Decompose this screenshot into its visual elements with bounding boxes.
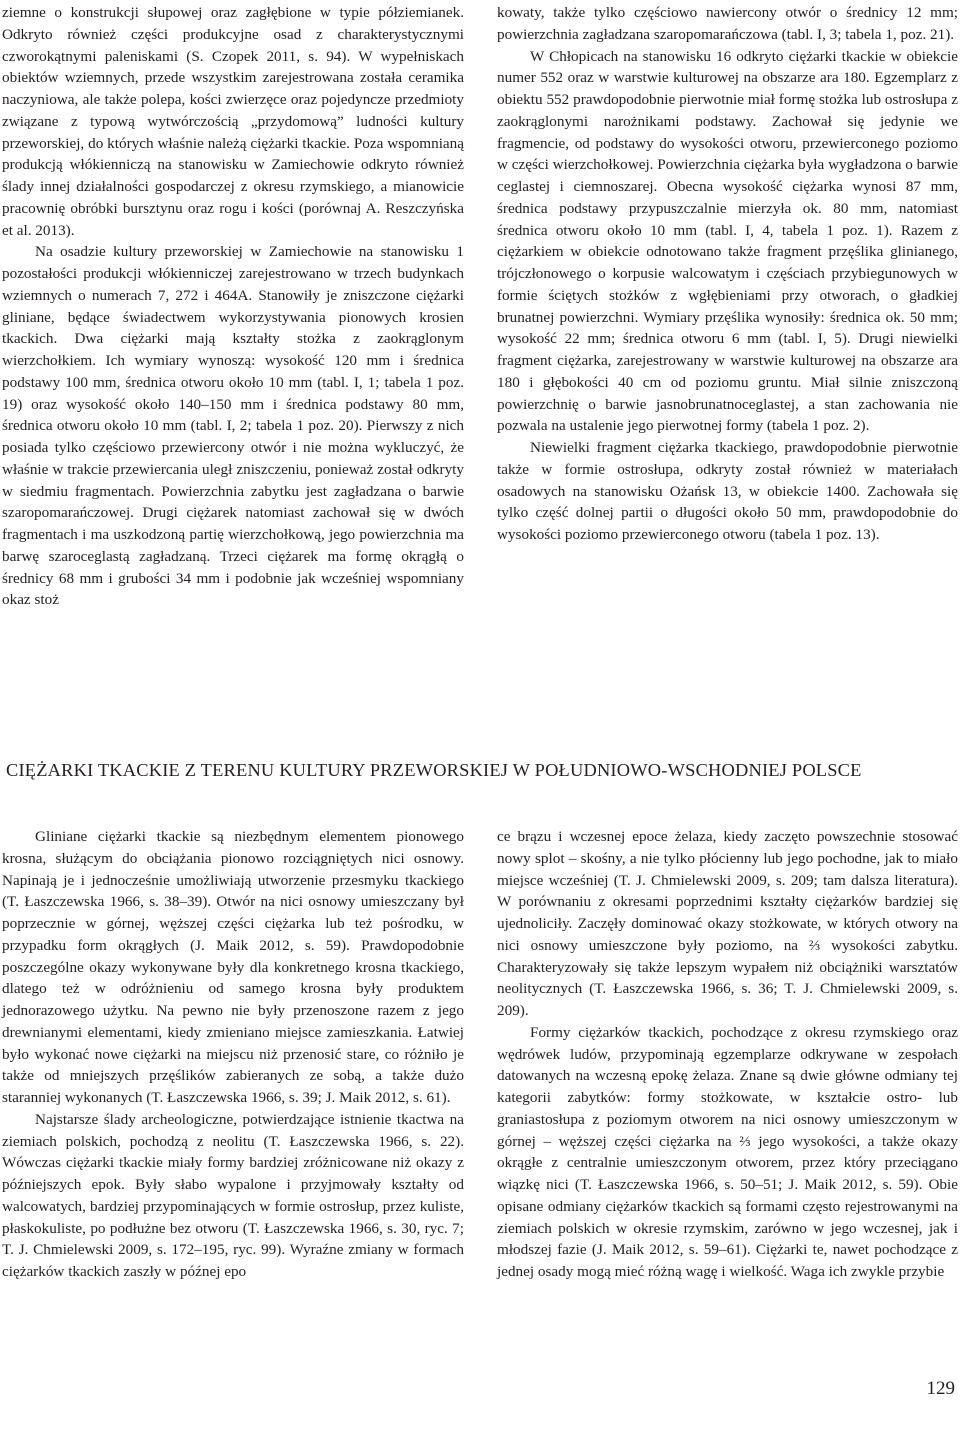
text-column-bottom-right <box>497 826 958 1283</box>
paragraph: ziemne o konstrukcji słupowej oraz zagłębione w typie półziemianek. Odkryto również części produkcyjne osad z charakterystycznymi czworokątnymi paleniskami (S. Czopek 2011, s. 94). W wypełniskach obiektów wziemnych, przede wszystkim zarejestrowana została ceramika naczyniowa, ale także polepa, kości zwierzęce oraz pojedyncze przedmioty związane z typową wytwórczością „przydomową” ludności kultury przeworskiej, do których właśnie należą ciężarki tkackie. Poza wspomnianą produkcją włókienniczą na stanowisku w Zamiechowie odkryto również ślady innej działalności gospodarczej z okresu rzymskiego, a mianowicie pracownię obróbki bursztynu oraz rogu i kości (porównaj A. Reszczyńska et al. 2013). <box>2 4 464 239</box>
paragraph: ce brązu i wczesnej epoce żelaza, kiedy zaczęto powszechnie stosować nowy splot – skośny, a nie tylko płócienny lub jego pochodne, jak to miało miejsce wcześniej (T. J. Chmielewski 2009, s. 209; tam dalsza literatura). W porównaniu z okresami poprzednimi kształty ciężarków bardziej się ujednoliciły. Zaczęły dominować okazy stożkowate, w których otwory na nici osnowy umieszczone były poziomo, na ⅔ wysokości zabytku. Charakteryzowały się także lepszym wypałem niż obciążniki warsztatów neolitycznych (T. Łaszczewska 1966, s. 36; T. J. Chmielewski 2009, s. 209). <box>497 828 958 1019</box>
paragraph: Gliniane ciężarki tkackie są niezbędnym elementem pionowego krosna, służącym do obciążania pionowo rozciągniętych nici osnowy. Napinają je i jednocześnie umożliwiają utworzenie przesmyku tkackiego (T. Łaszczewska 1966, s. 38–39). Otwór na nici osnowy umieszczany był poprzecznie w górnej, węższej części ciężarka lub też pośrodku, w przypadku form okrągłych (J. Maik 2012, s. 59). Prawdopodobnie poszczególne okazy wykonywane były dla konkretnego krosna tkackiego, dlatego też w odróżnieniu od samego krosna były produktem jednorazowego użytku. Na pewno nie były przenoszone razem z jego drewnianymi elementami, kiedy zmieniano miejsce zamieszkania. Łatwiej było wykonać nowe ciężarki na miejscu niż przenosić stare, co różniło je także od mniejszych przęślików zabieranych ze sobą, a także dużo staranniej wykonanych (T. Łaszczewska 1966, s. 39; J. Maik 2012, s. 61). <box>2 828 464 1106</box>
paragraph: Najstarsze ślady archeologiczne, potwierdzające istnienie tkactwa na ziemiach polskich, pochodzą z neolitu (T. Łaszczewska 1966, s. 22). Wówczas ciężarki tkackie miały formy bardziej zróżnicowane niż okazy z późniejszych epok. Były słabo wypalone i przyjmowały kształty od walcowatych, bardziej przypominających w formie ostrosłup, przez kuliste, płaskokuliste, po podłużne bez otworu (T. Łaszczewska 1966, s. 30, ryc. 7; T. J. Chmielewski 2009, s. 172–195, ryc. 99). Wyraźne zmiany w formach ciężarków tkackich zaszły w późnej epo <box>2 1110 464 1280</box>
paragraph: Niewielki fragment ciężarka tkackiego, prawdopodobnie pierwotnie także w formie ostrosłupa, odkryty został również w materiałach osadowych na stanowisku Ożańsk 13, w obiekcie 1400. Zachowała się tylko część dolnej partii o długości około 50 mm, prawdopodobnie do wysokości poziomo przewierconego otworu (tabela 1 poz. 13). <box>497 439 958 543</box>
paragraph: Na osadzie kultury przeworskiej w Zamiechowie na stanowisku 1 pozostałości produkcji włókienniczej zarejestrowano w trzech budynkach wziemnych o numerach 7, 272 i 464A. Stanowiły je zniszczone ciężarki gliniane, będące świadectwem wykorzystywania pionowych krosien tkackich. Dwa ciężarki mają kształty stożka z zaokrąglonym wierzchołkiem. Ich wymiary wynoszą: wysokość 120 mm i średnica podstawy 100 mm, średnica otworu około 10 mm (tabl. I, 1; tabela 1 poz. 19) oraz wysokość około 140–150 mm i średnica podstawy 80 mm, średnica otworu około 10 mm (tabl. I, 2; tabela 1 poz. 20). Pierwszy z nich posiada tylko częściowo przewiercony otwór i nie można wykluczyć, że właśnie w trakcie przewiercania uległ zniszczeniu, ponieważ został odkryty w siedmiu fragmentach. Powierzchnia zabytku jest zagładzana o barwie szaropomarańczowej. Drugi ciężarek natomiast zachował się w dwóch fragmentach i ma uszkodzoną partię wierzchołkową, jego powierzchnia ma barwę szaroceglastą zagładzaną. Trzeci ciężarek ma formę okrągłą o średnicy 68 mm i grubości 34 mm i podobnie jak wcześniej wspomniany okaz stoż <box>2 243 464 609</box>
paragraph: Formy ciężarków tkackich, pochodzące z okresu rzymskiego oraz wędrówek ludów, przypominają egzemplarze odkrywane w zespołach datowanych na wczesną epokę żelaza. Znane są dwie główne odmiany tej kategorii zabytków: formy stożkowate, w kształcie ostro- lub graniastosłupa z poziomym otworem na nici osnowy umieszczonym w górnej – węższej części ciężarka na ⅔ jego wysokości, a także okazy okrągłe z centralnie umieszczonym otworem, przez który przeciągano wiązkę nici (T. Łaszczewska 1966, s. 50–51; J. Maik 2012, s. 59). Obie opisane odmiany ciężarków tkackich są formami często rejestrowanymi na ziemiach polskich w okresie rzymskim, zarówno w jego wczesnej, jak i młodszej fazie (J. Maik 2012, s. 59–61). Ciężarki te, nawet pochodzące z jednej osady mogą mieć różną wagę i wielkość. Waga ich zwykle przybie <box>497 1023 958 1280</box>
paragraph: kowaty, także tylko częściowo nawiercony otwór o średnicy 12 mm; powierzchnia zagładzana szaropomarańczowa (tabl. I, 3; tabela 1, poz. 21). <box>497 4 958 43</box>
text-column-top-right <box>497 2 958 546</box>
paragraph: W Chłopicach na stanowisku 16 odkryto ciężarki tkackie w obiekcie numer 552 oraz w warstwie kulturowej na obszarze ara 180. Egzemplarz z obiektu 552 prawdopodobnie pierwotnie miał formę stożka lub ostrosłupa z zaokrąglonymi narożnikami podstawy. Zachował się jedynie we fragmencie, od podstawy do wysokości otworu, przewierconego poziomo w części wierzchołkowej. Powierzchnia ciężarka była wygładzona o barwie ceglastej i ciemnoszarej. Obecna wysokość ciężarka wynosi 87 mm, średnica podstawy przypuszczalnie mierzyła ok. 80 mm, natomiast średnica otworu około 10 mm (tabl. I, 4, tabela 1 poz. 1). Razem z ciężarkiem w obiekcie odnotowano także fragment przęślika glinianego, trójczłonowego o korpusie walcowatym i częściach przybiegunowych w formie ściętych stożków z wgłębieniami przy otworach, o gładkiej brunatnej powierzchni. Wymiary przęślika wynosiły: średnica ok. 50 mm; wysokość 22 mm; średnica otworu 6 mm (tabl. I, 5). Drugi niewielki fragment ciężarka, zarejestrowany w warstwie kulturowej na obszarze ara 180 i głębokości 40 cm od poziomu gruntu. Miał silnie zniszczoną powierzchnię o barwie jasnobrunatnoceglastej, a stan zachowania nie pozwala na ustalenie jego pierwotnej formy (tabela 1 poz. 2). <box>497 47 958 435</box>
text-column-top-left <box>2 2 464 611</box>
text-column-bottom-left <box>2 826 464 1283</box>
section-heading: CIĘŻARKI TKACKIE Z TERENU KULTURY PRZEWORSKIEJ W POŁUDNIOWO-WSCHODNIEJ POLSCE <box>6 760 862 780</box>
page-number: 129 <box>926 1378 955 1399</box>
